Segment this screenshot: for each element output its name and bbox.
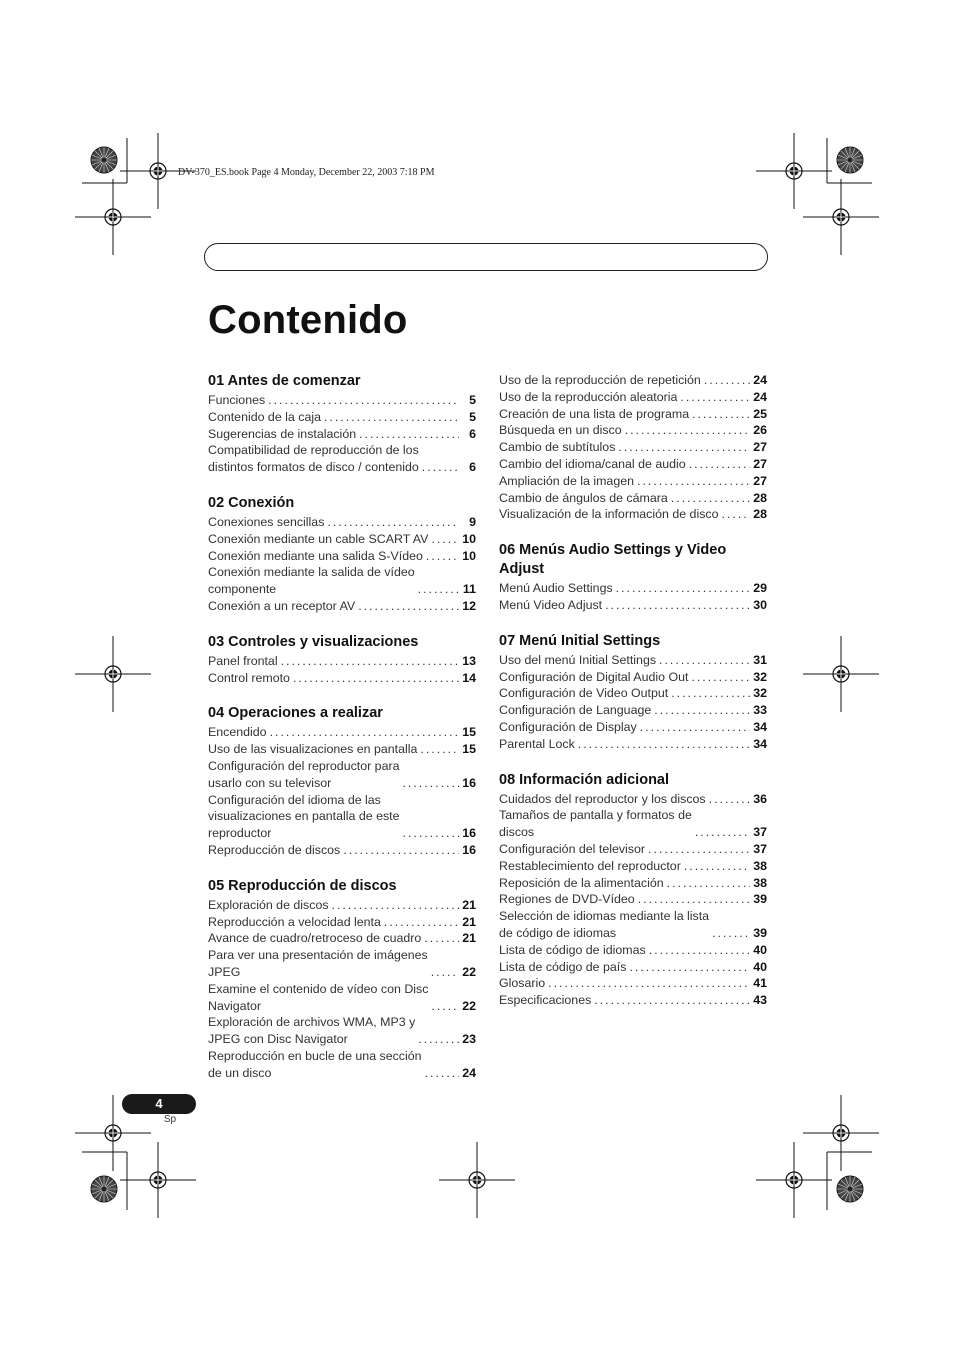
toc-entry-label: Especificaciones — [499, 993, 592, 1008]
dot-leader — [649, 942, 750, 959]
dot-leader — [722, 506, 751, 523]
toc-section — [499, 541, 767, 614]
toc-entry-page: 37 — [753, 841, 767, 856]
toc-entry-page: 27 — [753, 440, 767, 455]
toc-entry-label: Contenido de la caja — [208, 409, 321, 424]
toc-entry-page: 28 — [753, 490, 767, 505]
toc-entry[interactable] — [208, 741, 476, 758]
toc-entry-label: Tamaños de pantalla y formatos de discos — [499, 808, 692, 840]
page-title: Contenido — [208, 298, 408, 342]
toc-entry-page: 30 — [753, 597, 767, 612]
dot-leader — [424, 930, 459, 947]
dot-leader — [332, 897, 459, 914]
dot-leader — [270, 724, 459, 741]
toc-entry-page: 24 — [462, 1065, 476, 1080]
toc-entry[interactable] — [499, 685, 767, 702]
toc-entry-page: 36 — [753, 791, 767, 806]
toc-entry-page: 43 — [753, 993, 767, 1008]
toc-entry-label: Compatibilidad de reproducción de los distintos formatos de disco / contenido — [208, 443, 419, 475]
toc-entry-page: 16 — [462, 826, 476, 841]
toc-entry-label: Uso de la reproducción aleatoria — [499, 389, 678, 404]
dot-leader — [689, 456, 750, 473]
toc-entry-page: 5 — [469, 409, 476, 424]
toc-entry-label: Para ver una presentación de imágenes JPEG — [208, 948, 428, 979]
toc-entry[interactable] — [208, 442, 476, 476]
toc-entry[interactable] — [499, 439, 767, 456]
toc-entry[interactable] — [499, 652, 767, 669]
toc-entry-page: 32 — [753, 686, 767, 701]
toc-entry-label: Configuración del televisor — [499, 841, 646, 856]
toc-entry-label: Configuración de Digital Audio Out — [499, 669, 689, 684]
toc-entry-label: Examine el contenido de vídeo con Disc Navigator — [208, 981, 429, 1013]
toc-entry[interactable] — [499, 891, 767, 908]
toc-entry[interactable] — [208, 792, 476, 842]
toc-entry-page: 25 — [753, 406, 767, 421]
dot-leader — [359, 426, 459, 443]
toc-entry-page: 5 — [469, 393, 476, 407]
dot-leader — [648, 841, 750, 858]
toc-entry-label: Configuración de Video Output — [499, 686, 669, 701]
toc-section — [208, 704, 476, 858]
toc-entry-label: Reproducción en bucle de una sección de un disco — [208, 1048, 422, 1080]
toc-entry-page: 34 — [753, 736, 767, 751]
toc-entry-page: 24 — [753, 373, 767, 387]
toc-entry-page: 23 — [462, 1032, 476, 1047]
toc-section-title: 04 Operaciones a realizar — [208, 705, 383, 722]
dot-leader — [629, 959, 750, 976]
toc-entry[interactable] — [208, 670, 476, 687]
toc-entry-page: 21 — [462, 931, 476, 946]
toc-entry-label: Cambio de subtítulos — [499, 440, 616, 455]
toc-entry-page: 22 — [462, 998, 476, 1013]
toc-entry[interactable] — [208, 947, 476, 981]
toc-section — [208, 633, 476, 687]
toc-entry-page: 6 — [469, 426, 476, 441]
toc-entry[interactable] — [499, 719, 767, 736]
toc-entry-label: Visualización de la información de disco — [499, 507, 719, 522]
toc-entry-label: Panel frontal — [208, 653, 278, 668]
toc-entry-page: 15 — [462, 725, 476, 740]
toc-entry-page: 22 — [462, 964, 476, 979]
toc-entry-label: Control remoto — [208, 670, 290, 685]
toc-entry-page: 32 — [753, 669, 767, 684]
toc-entry-label: Configuración de Language — [499, 703, 652, 718]
toc-entry-page: 24 — [753, 389, 767, 404]
dot-leader — [431, 531, 459, 548]
toc-entry-page: 33 — [753, 703, 767, 718]
dot-leader — [420, 741, 459, 758]
dot-leader — [403, 825, 460, 842]
dot-leader — [695, 824, 750, 841]
dot-leader — [358, 598, 459, 615]
toc-column-left — [208, 372, 476, 1082]
toc-section — [499, 771, 767, 1009]
toc-section-title: 05 Reproducción de discos — [208, 877, 397, 894]
toc-entry-label: Glosario — [499, 976, 546, 991]
toc-entry[interactable] — [208, 392, 476, 409]
toc-entry-page: 21 — [462, 897, 476, 912]
toc-entry-label: Reposición de la alimentación — [499, 875, 664, 890]
dot-leader — [640, 719, 750, 736]
toc-entry[interactable] — [499, 580, 767, 597]
dot-leader — [324, 409, 459, 426]
toc-entry[interactable] — [208, 564, 476, 598]
toc-entry[interactable] — [208, 598, 476, 615]
toc-entry[interactable] — [208, 1048, 476, 1082]
toc-section-title: 01 Antes de comenzar — [208, 373, 361, 389]
toc-section-title: 02 Conexión — [208, 494, 295, 511]
toc-entry-page: 34 — [753, 719, 767, 734]
toc-entry[interactable] — [499, 506, 767, 523]
toc-entry-label: Conexión mediante un cable SCART AV — [208, 531, 429, 546]
toc-entry[interactable] — [499, 372, 767, 389]
dot-leader — [712, 925, 750, 942]
toc-entry-label: Creación de una lista de programa — [499, 406, 690, 421]
toc-entry[interactable] — [499, 736, 767, 753]
toc-entry-label: Conexión a un receptor AV — [208, 598, 356, 613]
dot-leader — [402, 775, 459, 792]
toc-entry-page: 39 — [753, 892, 767, 907]
toc-entry[interactable] — [499, 875, 767, 892]
toc-entry-page: 11 — [462, 582, 476, 597]
toc-entry-label: Exploración de discos — [208, 897, 329, 912]
toc-entry-label: Cuidados del reproductor y los discos — [499, 791, 706, 806]
toc-entry-page: 38 — [753, 858, 767, 873]
toc-entry-label: Cambio del idioma/canal de audio — [499, 456, 686, 471]
toc-entry[interactable] — [499, 490, 767, 507]
dot-leader — [548, 975, 750, 992]
dot-leader — [281, 653, 459, 670]
toc-entry-page: 12 — [462, 598, 476, 613]
toc-section-title: 06 Menús Audio Settings y Video Adjust — [499, 542, 727, 578]
toc-entry-label: Reproducción de discos — [208, 842, 341, 857]
toc-section-title: 03 Controles y visualizaciones — [208, 633, 419, 650]
toc-entry-page: 41 — [753, 976, 767, 991]
toc-entry-label: Uso de la reproducción de repetición — [499, 373, 701, 387]
dot-leader — [638, 891, 750, 908]
dot-leader — [418, 1031, 459, 1048]
dot-leader — [327, 514, 459, 531]
toc-entry-page: 40 — [753, 942, 767, 957]
toc-entry[interactable] — [499, 456, 767, 473]
toc-entry-label: Funciones — [208, 393, 266, 407]
dot-leader — [431, 964, 459, 981]
dot-leader — [425, 1065, 459, 1082]
dot-leader — [654, 702, 750, 719]
toc-entry-label: Ampliación de la imagen — [499, 473, 634, 488]
toc-entry[interactable] — [499, 389, 767, 406]
toc-entry-page: 14 — [462, 670, 476, 685]
dot-leader — [684, 858, 750, 875]
dot-leader — [667, 875, 750, 892]
toc-entry-label: Uso de las visualizaciones en pantalla — [208, 742, 418, 757]
dot-leader — [671, 490, 750, 507]
toc-entry[interactable] — [208, 930, 476, 947]
toc-entry-label: Restablecimiento del reproductor — [499, 858, 681, 873]
toc-entry-label: Búsqueda en un disco — [499, 423, 622, 438]
dot-leader — [691, 669, 750, 686]
toc-entry-page: 31 — [753, 652, 767, 667]
toc-entry[interactable] — [499, 992, 767, 1009]
page-number-tab: 4 — [122, 1094, 196, 1114]
toc-entry-page: 37 — [753, 825, 767, 840]
toc-entry-label: Configuración del idioma de las visualizaciones en pantalla de este reproductor — [208, 792, 400, 841]
toc-entry-page: 38 — [753, 875, 767, 890]
toc-entry-label: Conexión mediante una salida S-Vídeo — [208, 548, 423, 563]
toc-entry-label: Encendido — [208, 725, 267, 740]
toc-entry-page: 27 — [753, 456, 767, 471]
toc-entry-label: Menú Video Adjust — [499, 597, 603, 612]
toc-entry-page: 16 — [462, 842, 476, 857]
toc-entry-label: Uso del menú Initial Settings — [499, 652, 657, 667]
book-file-header: DV-370_ES.book Page 4 Monday, December 22, 2003 7:18 PM — [178, 167, 435, 178]
dot-leader — [618, 439, 750, 456]
toc-entry-page: 10 — [462, 548, 476, 563]
toc-entry-page: 21 — [462, 914, 476, 929]
toc-section — [499, 632, 767, 753]
toc-entry[interactable] — [208, 897, 476, 914]
toc-section — [499, 372, 767, 523]
toc-entry[interactable] — [208, 426, 476, 443]
toc-entry-page: 40 — [753, 959, 767, 974]
toc-entry-label: Selección de idiomas mediante la lista de código de idiomas — [499, 909, 710, 940]
toc-entry-label: Parental Lock — [499, 736, 575, 751]
dot-leader — [605, 597, 750, 614]
dot-leader — [384, 914, 459, 931]
toc-entry-page: 16 — [462, 775, 476, 790]
toc-entry-label: Conexión mediante la salida de vídeo componente — [208, 565, 415, 597]
toc-entry-label: Avance de cuadro/retroceso de cuadro — [208, 931, 422, 946]
dot-leader — [616, 580, 750, 597]
toc-entry[interactable] — [208, 514, 476, 531]
toc-entry[interactable] — [499, 406, 767, 423]
toc-entry-label: Lista de código de país — [499, 959, 627, 974]
dot-leader — [268, 392, 459, 409]
toc-section — [208, 877, 476, 1082]
toc-entry-page: 10 — [462, 531, 476, 546]
dot-leader — [637, 473, 750, 490]
toc-entry[interactable] — [499, 597, 767, 614]
dot-leader — [625, 422, 750, 439]
toc-entry-page: 9 — [469, 514, 476, 529]
toc-entry[interactable] — [499, 908, 767, 942]
toc-entry[interactable] — [499, 791, 767, 808]
toc-entry[interactable] — [208, 548, 476, 565]
dot-leader — [422, 459, 459, 476]
dot-leader — [293, 670, 459, 687]
toc-entry[interactable] — [208, 1014, 476, 1048]
toc-entry[interactable] — [208, 724, 476, 741]
toc-entry[interactable] — [499, 669, 767, 686]
dot-leader — [431, 998, 459, 1015]
toc-entry[interactable] — [499, 702, 767, 719]
toc-entry[interactable] — [499, 975, 767, 992]
toc-section — [208, 372, 476, 476]
toc-entry-label: Conexiones sencillas — [208, 514, 325, 529]
toc-entry-label: Regiones de DVD-Vídeo — [499, 892, 635, 907]
toc-entry-label: Cambio de ángulos de cámara — [499, 490, 668, 505]
toc-entry[interactable] — [499, 841, 767, 858]
toc-entry[interactable] — [499, 422, 767, 439]
toc-entry[interactable] — [208, 914, 476, 931]
dot-leader — [418, 581, 459, 598]
dot-leader — [709, 791, 750, 808]
dot-leader — [426, 548, 459, 565]
toc-entry-page: 28 — [753, 507, 767, 522]
toc-entry[interactable] — [208, 842, 476, 859]
toc-entry[interactable] — [208, 981, 476, 1015]
toc-entry-page: 15 — [462, 742, 476, 757]
dot-leader — [343, 842, 459, 859]
dot-leader — [680, 389, 750, 406]
toc-entry-page: 27 — [753, 473, 767, 488]
toc-entry-label: Configuración de Display — [499, 719, 637, 734]
dot-leader — [659, 652, 750, 669]
dot-leader — [578, 736, 750, 753]
toc-section-title: 07 Menú Initial Settings — [499, 632, 661, 649]
toc-entry[interactable] — [208, 758, 476, 792]
toc-entry-page: 26 — [753, 423, 767, 438]
toc-entry[interactable] — [208, 409, 476, 426]
toc-entry[interactable] — [499, 959, 767, 976]
dot-leader — [594, 992, 750, 1009]
toc-section-title: 08 Información adicional — [499, 771, 670, 788]
page-language-code: Sp — [163, 1114, 177, 1125]
toc-entry[interactable] — [208, 531, 476, 548]
toc-entry-label: Reproducción a velocidad lenta — [208, 914, 381, 929]
dot-leader — [704, 372, 750, 389]
toc-entry[interactable] — [208, 653, 476, 670]
toc-entry[interactable] — [499, 807, 767, 841]
toc-section — [208, 494, 476, 615]
title-frame — [204, 243, 768, 271]
toc-entry-label: Menú Audio Settings — [499, 581, 613, 596]
toc-entry-label: Lista de código de idiomas — [499, 942, 646, 957]
toc-entry[interactable] — [499, 473, 767, 490]
toc-entry-label: Sugerencias de instalación — [208, 426, 357, 441]
toc-entry-label: Configuración del reproductor para usarlo con su televisor — [208, 758, 400, 790]
toc-entry-page: 13 — [462, 653, 476, 668]
toc-column-right — [499, 372, 767, 1009]
toc-entry-page: 6 — [469, 460, 476, 475]
toc-entry-page: 29 — [753, 581, 767, 596]
toc-entry-label: Exploración de archivos WMA, MP3 y JPEG con Disc Navigator — [208, 1015, 416, 1047]
dot-leader — [671, 685, 750, 702]
toc-entry-page: 39 — [753, 925, 767, 940]
toc-entry[interactable] — [499, 942, 767, 959]
toc-entry[interactable] — [499, 858, 767, 875]
dot-leader — [692, 406, 750, 423]
